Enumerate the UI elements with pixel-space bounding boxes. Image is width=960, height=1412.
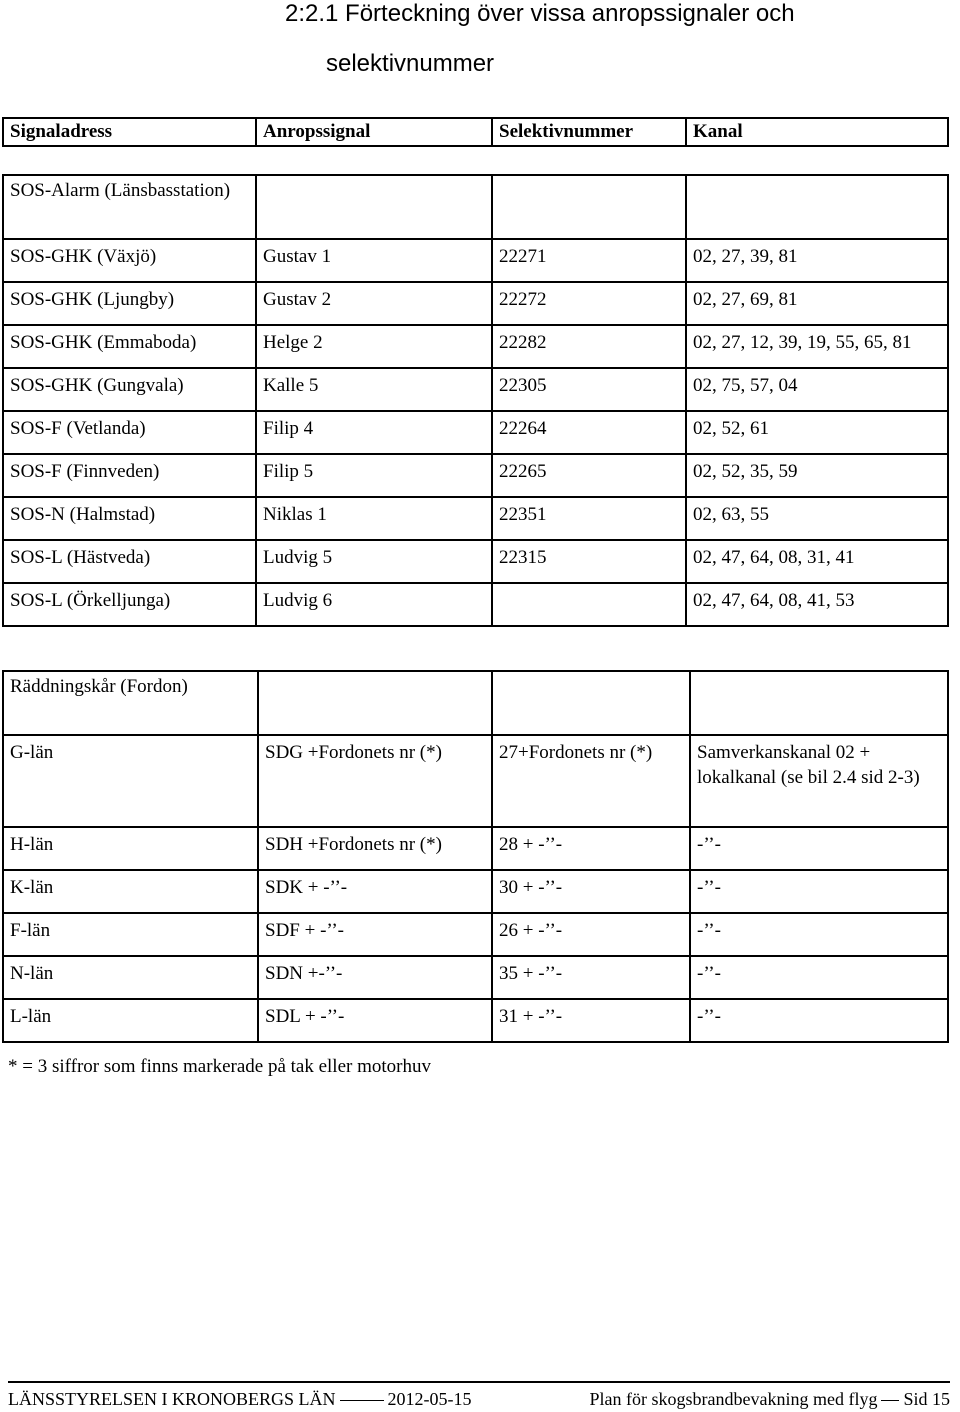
column-header-row	[3, 118, 948, 146]
table-row	[3, 239, 948, 282]
anropssignal-cell: SDG +Fordonets nr (*)	[258, 735, 492, 827]
table-row	[3, 870, 948, 913]
kanal-cell: 02, 63, 55	[686, 497, 948, 540]
signaladress-cell: L-län	[3, 999, 258, 1042]
anropssignal-cell: Gustav 2	[256, 282, 492, 325]
column-header-table	[2, 117, 949, 147]
selektivnummer-cell	[492, 175, 686, 239]
kanal-cell: 02, 27, 39, 81	[686, 239, 948, 282]
table-row	[3, 325, 948, 368]
signaladress-cell: SOS-F (Finnveden)	[3, 454, 256, 497]
selektivnummer-cell: 27+Fordonets nr (*)	[492, 735, 690, 827]
signaladress-cell: N-län	[3, 956, 258, 999]
anropssignal-cell: Ludvig 5	[256, 540, 492, 583]
table-row	[3, 583, 948, 626]
anropssignal-cell: Filip 5	[256, 454, 492, 497]
table-row	[3, 497, 948, 540]
selektivnummer-cell: 22305	[492, 368, 686, 411]
table-row	[3, 282, 948, 325]
table-row	[3, 671, 948, 735]
kanal-cell: -’’-	[690, 956, 948, 999]
table-row	[3, 735, 948, 827]
signaladress-cell: SOS-N (Halmstad)	[3, 497, 256, 540]
col-header-signaladress: Signaladress	[3, 118, 256, 146]
table-row	[3, 454, 948, 497]
col-header-kanal: Kanal	[686, 118, 948, 146]
anropssignal-cell: SDF + -’’-	[258, 913, 492, 956]
footer-doc-title: Plan för skogsbrandbevakning med flyg	[589, 1389, 878, 1409]
footer-left	[8, 1387, 472, 1411]
footer-separator-2	[881, 1400, 899, 1401]
anropssignal-cell: SDH +Fordonets nr (*)	[258, 827, 492, 870]
kanal-cell: 02, 52, 35, 59	[686, 454, 948, 497]
anropssignal-cell: Kalle 5	[256, 368, 492, 411]
signaladress-cell: K-län	[3, 870, 258, 913]
selektivnummer-cell: 35 + -’’-	[492, 956, 690, 999]
kanal-cell	[686, 175, 948, 239]
signaladress-cell: SOS-L (Hästveda)	[3, 540, 256, 583]
kanal-cell: 02, 47, 64, 08, 41, 53	[686, 583, 948, 626]
anropssignal-cell	[256, 175, 492, 239]
selektivnummer-cell: 26 + -’’-	[492, 913, 690, 956]
raddningskar-signal-table	[2, 670, 949, 1043]
kanal-cell: 02, 52, 61	[686, 411, 948, 454]
sos-signal-table	[2, 174, 949, 627]
signaladress-cell: SOS-GHK (Gungvala)	[3, 368, 256, 411]
kanal-cell: -’’-	[690, 827, 948, 870]
footer-page-number: Sid 15	[903, 1389, 950, 1409]
signaladress-cell: G-län	[3, 735, 258, 827]
signaladress-cell: SOS-GHK (Emmaboda)	[3, 325, 256, 368]
footer-org: LÄNSSTYRELSEN I KRONOBERGS LÄN	[8, 1389, 336, 1409]
footer-date: 2012-05-15	[387, 1389, 472, 1409]
footnote: * = 3 siffror som finns markerade på tak eller motorhuv	[8, 1056, 431, 1077]
title-line-1: 2:2.1 Förteckning över vissa anropssignaler och	[285, 0, 795, 27]
kanal-cell: -’’-	[690, 913, 948, 956]
page-title	[285, 0, 795, 78]
anropssignal-cell: Niklas 1	[256, 497, 492, 540]
signaladress-cell: SOS-F (Vetlanda)	[3, 411, 256, 454]
col-header-selektivnummer: Selektivnummer	[492, 118, 686, 146]
kanal-cell	[690, 671, 948, 735]
kanal-cell: 02, 27, 12, 39, 19, 55, 65, 81	[686, 325, 948, 368]
selektivnummer-cell: 22272	[492, 282, 686, 325]
anropssignal-cell: Filip 4	[256, 411, 492, 454]
signaladress-cell: SOS-Alarm (Länsbasstation)	[3, 175, 256, 239]
anropssignal-cell: SDL + -’’-	[258, 999, 492, 1042]
signaladress-cell: SOS-L (Örkelljunga)	[3, 583, 256, 626]
table-row	[3, 913, 948, 956]
signaladress-cell: SOS-GHK (Växjö)	[3, 239, 256, 282]
anropssignal-cell	[258, 671, 492, 735]
footer-separator	[340, 1400, 384, 1401]
signaladress-cell: Räddningskår (Fordon)	[3, 671, 258, 735]
kanal-cell: -’’-	[690, 870, 948, 913]
selektivnummer-cell	[492, 671, 690, 735]
anropssignal-cell: SDN +-’’-	[258, 956, 492, 999]
page-footer	[8, 1381, 950, 1411]
anropssignal-cell: SDK + -’’-	[258, 870, 492, 913]
selektivnummer-cell: 31 + -’’-	[492, 999, 690, 1042]
table-row	[3, 827, 948, 870]
title-line-2: selektivnummer	[326, 50, 495, 77]
kanal-cell: 02, 75, 57, 04	[686, 368, 948, 411]
table-row	[3, 999, 948, 1042]
signaladress-cell: F-län	[3, 913, 258, 956]
col-header-anropssignal: Anropssignal	[256, 118, 492, 146]
selektivnummer-cell: 22315	[492, 540, 686, 583]
table-row	[3, 368, 948, 411]
anropssignal-cell: Helge 2	[256, 325, 492, 368]
kanal-cell: 02, 27, 69, 81	[686, 282, 948, 325]
anropssignal-cell: Ludvig 6	[256, 583, 492, 626]
selektivnummer-cell	[492, 583, 686, 626]
selektivnummer-cell: 28 + -’’-	[492, 827, 690, 870]
kanal-cell: -’’-	[690, 999, 948, 1042]
signaladress-cell: H-län	[3, 827, 258, 870]
selektivnummer-cell: 22265	[492, 454, 686, 497]
selektivnummer-cell: 30 + -’’-	[492, 870, 690, 913]
table-row	[3, 540, 948, 583]
selektivnummer-cell: 22264	[492, 411, 686, 454]
table-row	[3, 175, 948, 239]
selektivnummer-cell: 22351	[492, 497, 686, 540]
kanal-cell: Samverkanskanal 02 + lokalkanal (se bil 2.4 sid 2-3)	[690, 735, 948, 827]
signaladress-cell: SOS-GHK (Ljungby)	[3, 282, 256, 325]
selektivnummer-cell: 22271	[492, 239, 686, 282]
table-row	[3, 956, 948, 999]
table-row	[3, 411, 948, 454]
kanal-cell: 02, 47, 64, 08, 31, 41	[686, 540, 948, 583]
footer-right	[590, 1387, 950, 1411]
selektivnummer-cell: 22282	[492, 325, 686, 368]
anropssignal-cell: Gustav 1	[256, 239, 492, 282]
